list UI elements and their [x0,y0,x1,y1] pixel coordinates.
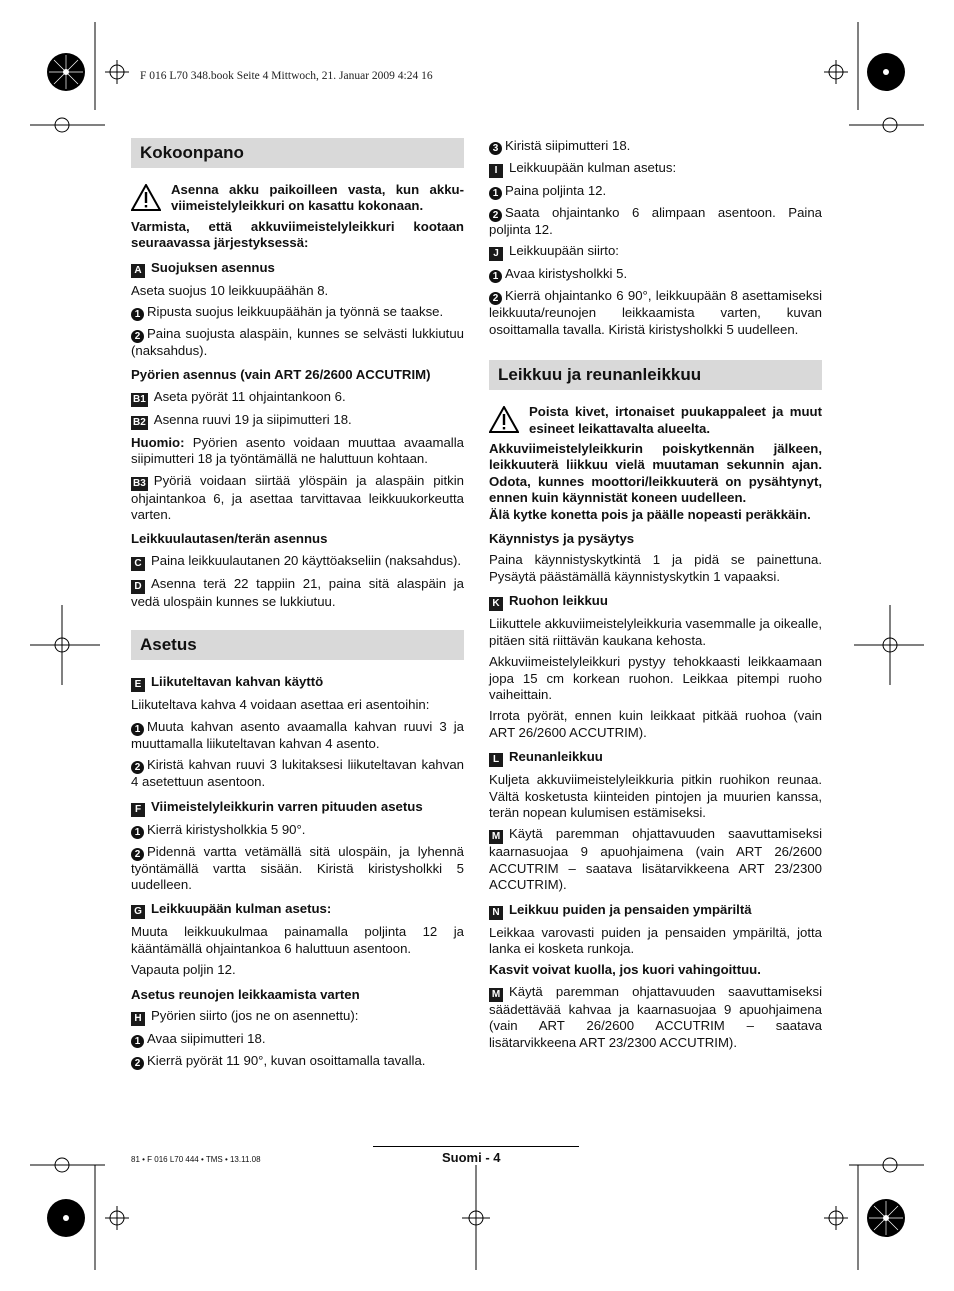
figure-ref-badge: K [489,597,503,611]
step-number-icon: 1 [489,270,502,283]
figure-ref-badge: M [489,988,503,1002]
step-number-icon: 2 [131,1057,144,1070]
step-paragraph: 2 Kiristä kahvan ruuvi 3 lukitaksesi liikuteltavan kahvan 4 asetettuun asentoon. [131,757,464,790]
step-number-icon: 2 [489,209,502,222]
subheading-l: L Reunanleikkuu [489,749,822,767]
paragraph: M Käytä paremman ohjattavuuden saavuttamiseksi säädettävää kahvaa ja kaarnasuojaa 9 apuohjaimena (vain ART 26/2600 ACCUTRIM – saatava lisätarvikkeena ART 23/2300 ACCUTRIM). [489,983,822,1050]
figure-ref-badge: D [131,580,145,594]
subheading-f: F Viimeistelyleikkurin varren pituuden asetus [131,799,464,817]
warning-text: Älä kytke konetta pois ja päälle nopeasti peräkkäin. [489,506,811,522]
step-paragraph: 2 Paina suojusta alaspäin, kunnes se selvästi lukkiutuu (naksahdus). [131,326,464,359]
warning-text: Poista kivet, irtonaiset puukappaleet ja muut esineet leikattavalta alueelta. [529,404,822,436]
step-paragraph: 1 Avaa kiristysholkki 5. [489,266,822,283]
step-paragraph: 2 Pidennä vartta vetämällä sitä ulospäin, ja lyhennä työntämällä vartta sisään. Kiristä kiristysholkki 5 uudelleen. [131,843,464,892]
step-number-icon: 2 [131,848,144,861]
step-number-icon: 3 [489,142,502,155]
footer-rule [373,1146,579,1147]
warning-text: Akkuviimeistelyleikkurin poiskytkennän jälkeen, leikkuuterä liikkuu vielä muutaman sekunnin ajan. Odota, kunnes moottori/leikkuuterä on pysähtynyt, ennen kuin käynnistät koneen uudelleen. [489,441,822,506]
figure-ref-badge: H [131,1012,145,1026]
step-paragraph: 1 Avaa siipimutteri 18. [131,1031,464,1048]
paragraph: C Paina leikkuulautanen 20 käyttöakseliin (naksahdus). [131,553,464,571]
step-number-icon: 1 [489,187,502,200]
figure-ref-badge: I [489,164,503,178]
figure-ref-badge: M [489,830,503,844]
paragraph: Kasvit voivat kuolla, jos kuori vahingoittuu. [489,962,761,978]
step-number-icon: 2 [131,330,144,343]
figure-ref-badge: J [489,247,503,261]
right-column [489,138,822,1056]
step-paragraph: 3 Kiristä siipimutteri 18. [489,138,822,155]
subheading-n: N Leikkuu puiden ja pensaiden ympäriltä [489,902,822,920]
step-number-icon: 2 [489,292,502,305]
step-paragraph: 1 Ripusta suojus leikkuupäähän ja työnnä se taakse. [131,304,464,321]
figure-ref-badge: B1 [133,393,146,405]
paragraph: Akkuviimeistelyleikkuri pystyy tehokkaasti leikkaamaan jopa 15 cm korkean ruohon. Leikkaa pitempi ruoho vaiheittain. [489,654,822,702]
note-paragraph: Huomio: Pyörien asento voidaan muuttaa avaamalla siipimutteri 18 ja työntämällä ne haluttuun kohtaan. [131,434,464,467]
figure-ref-badge: A [131,264,145,278]
figure-ref-badge: L [489,753,503,767]
page-header: F 016 L70 348.book Seite 4 Mittwoch, 21. Januar 2009 4:24 16 [140,70,433,82]
step-paragraph: 2 Kierrä ohjaintanko 6 90°, leikkuupään 8 asettamiseksi leikkuuta/reunojen leikkaamista varten, kuvan osoittamalla tavalla. Kiristä kiristysholkki 5 uudelleen. [489,288,822,337]
figure-ref-badge: F [131,803,145,817]
step-paragraph: 1 Muuta kahvan asento avaamalla kahvan ruuvi 3 ja muuttamalla liikuteltavan kahvan 4 asento. [131,718,464,751]
figure-ref-badge: E [131,678,145,692]
section-title-kokoonpano: Kokoonpano [131,138,464,168]
step-number-icon: 1 [131,826,144,839]
step-number-icon: 1 [131,1035,144,1048]
footer-print-code: 81 • F 016 L70 444 • TMS • 13.11.08 [131,1155,261,1164]
section-title-leikkuu: Leikkuu ja reunanleikkuu [489,360,822,390]
subheading-disc: Leikkuulautasen/terän asennus [131,531,328,547]
figure-ref-badge: G [131,905,145,919]
figure-ref-badge: C [131,557,145,571]
step-paragraph: 1 Paina poljinta 12. [489,183,822,200]
figure-ref-badge: B2 [133,416,146,428]
paragraph: Leikkaa varovasti puiden ja pensaiden ympäriltä, jotta lanka ei kosketa runkoja. [489,924,822,956]
subheading-start: Käynnistys ja pysäytys [489,531,635,547]
paragraph: Vapauta poljin 12. [131,962,236,978]
paragraph: J Leikkuupään siirto: [489,243,822,261]
subheading-wheels: Pyörien asennus (vain ART 26/2600 ACCUTRIM) [131,367,431,383]
left-column [131,138,464,1075]
subheading-e: E Liikuteltavan kahvan käyttö [131,674,464,692]
figure-ref-badge: B3 [133,477,146,489]
warning-triangle-icon [489,406,519,433]
step-paragraph: 2 Kierrä pyörät 11 90°, kuvan osoittamalla tavalla. [131,1053,464,1070]
paragraph: B1 Aseta pyörät 11 ohjaintankoon 6. [133,388,346,405]
step-paragraph: 2 Saata ohjaintanko 6 alimpaan asentoon. Paina poljinta 12. [489,205,822,237]
paragraph: H Pyörien siirto (jos ne on asennettu): [131,1008,464,1026]
page-number: Suomi - 4 [442,1150,501,1165]
warning-block [131,182,464,215]
step-paragraph: 1 Kierrä kiristysholkkia 5 90°. [131,822,464,839]
paragraph: B2 Asenna ruuvi 19 ja siipimutteri 18. [133,411,352,428]
step-number-icon: 2 [131,761,144,774]
subheading-k: K Ruohon leikkuu [489,593,822,611]
paragraph: Kuljeta akkuviimeistelyleikkuria pitkin ruohikon reunaa. Vältä kosketusta kiinteiden pintojen ja muurien kanssa, terän nopean kulumisen estämiseksi. [489,772,822,820]
figure-ref-badge: N [489,906,503,920]
paragraph: Liikuttele akkuviimeistelyleikkuria vasemmalle ja oikealle, pitäen sitä riittävän kaukana kehosta. [489,616,822,648]
step-number-icon: 1 [131,723,144,736]
subheading-edges: Asetus reunojen leikkaamista varten [131,986,360,1002]
subheading-g: G Leikkuupään kulman asetus: [131,901,464,919]
paragraph: Liikuteltava kahva 4 voidaan asettaa eri asentoihin: [131,697,430,713]
section-title-asetus: Asetus [131,630,464,660]
paragraph: Paina käynnistyskytkintä 1 ja pidä se painettuna. Pysäytä päästämällä käynnistyskytkin 1 vapaaksi. [489,552,822,584]
warning-block [489,404,822,437]
verify-text: Varmista, että akkuviimeistelyleikkuri kootaan seuraavassa järjestyksessä: [131,218,464,251]
paragraph: M Käytä paremman ohjattavuuden saavuttamiseksi kaarnasuojaa 9 apuohjaimena (vain ART 26/2600 ACCUTRIM – saatava lisätarvikkeena ART 23/2300 ACCUTRIM). [489,826,822,893]
warning-text: Asenna akku paikoilleen vasta, kun akku-viimeistelyleikkuri on kasattu kokonaan. [171,182,464,214]
paragraph: Muuta leikkuukulmaa painamalla poljinta 12 ja kääntämällä ohjaintankoa 6 haluttuun asentoon. [131,924,464,956]
warning-triangle-icon [131,184,161,211]
subheading-a: A Suojuksen asennus [131,260,464,278]
paragraph: B3 Pyöriä voidaan siirtää ylöspäin ja alaspäin pitkin ohjaintankoa 6, ja asettaa tarvittavaa leikkuukorkeutta varten. [131,472,464,523]
paragraph: Aseta suojus 10 leikkuupäähän 8. [131,282,329,298]
paragraph: I Leikkuupään kulman asetus: [489,160,822,178]
paragraph: Irrota pyörät, ennen kuin leikkaat pitkää ruohoa (vain ART 26/2600 ACCUTRIM). [489,708,822,740]
step-number-icon: 1 [131,308,144,321]
paragraph: D Asenna terä 22 tappiin 21, paina sitä alaspäin ja vedä ulospäin kunnes se lukkiutuu. [131,575,464,609]
